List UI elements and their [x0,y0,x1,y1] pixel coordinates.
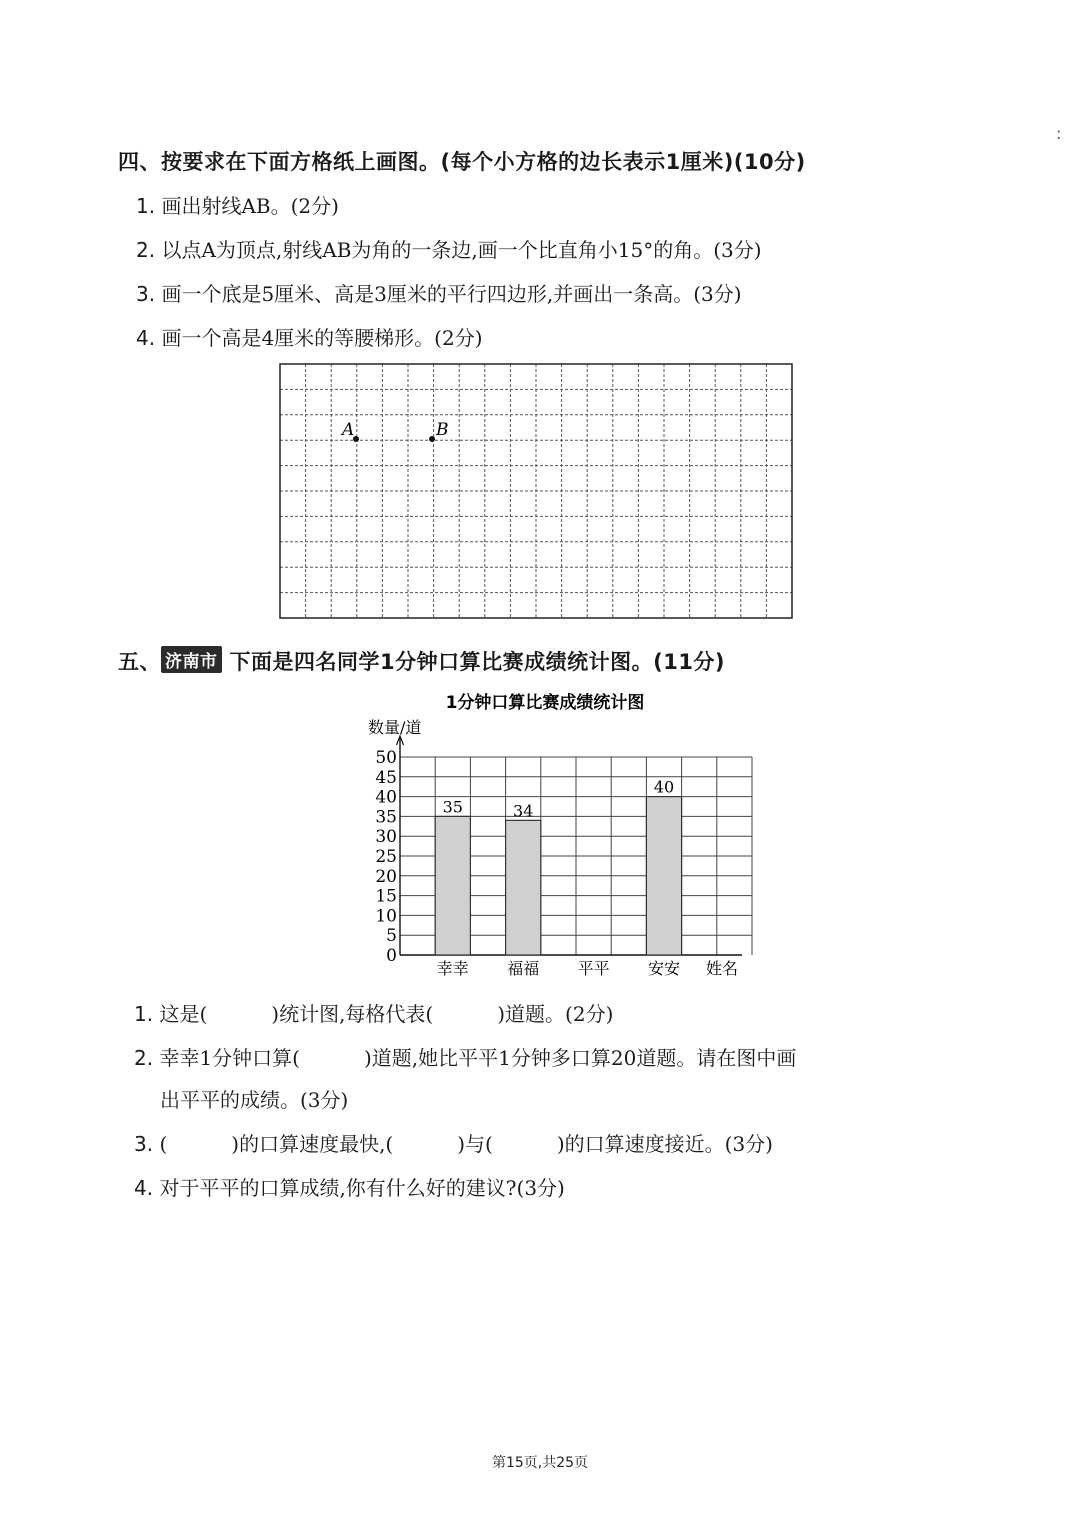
bar-chart [340,686,760,986]
point-a-label: A [342,420,355,440]
item-number: 1. [134,1002,154,1026]
section-5-heading-text: 下面是四名同学1分钟口算比赛成绩统计图。(11分) [229,650,726,674]
y-tick-label: 50 [375,748,397,768]
item-text-part: ( [159,1132,168,1156]
x-tick-label: 平平 [577,959,610,978]
y-tick-label: 45 [375,767,397,788]
item-number: 4. [136,326,156,350]
item-text: 以点A为顶点,射线AB为角的一条边,画一个比直角小15°的角。(3分) [161,238,762,262]
chart-title: 1分钟口算比赛成绩统计图 [445,693,645,713]
item-number: 3. [134,1132,154,1156]
item-text: 对于平平的口算成绩,你有什么好的建议?(3分) [159,1176,565,1200]
section-4-heading: 四、按要求在下面方格纸上画图。(每个小方格的边长表示1厘米)(10分) [118,150,806,174]
grid-lines [280,364,792,618]
section-5-item-2-line-2: 出平平的成绩。(3分) [160,1088,349,1112]
data-label: 34 [513,801,534,821]
item-number: 4. [134,1176,154,1200]
item-text-part: 幸幸1分钟口算( [159,1046,300,1070]
item-text: 画出射线AB。(2分) [161,194,339,218]
section-4-item-3 [136,278,742,307]
page-footer: 第15页,共25页 [491,1455,589,1471]
section-4-item-4 [136,322,483,351]
section-5-item-2 [134,1042,796,1071]
section-5-item-3 [134,1128,773,1157]
item-text-part: )的口算速度最快,( [231,1132,394,1156]
y-tick-label: 35 [375,807,397,828]
point-b [429,436,435,442]
section-4-item-2 [136,234,762,263]
y-axis-label: 数量/道 [368,718,422,737]
y-tick-label: 25 [375,847,397,867]
section-5-prefix: 五、 [118,650,161,674]
data-label: 40 [653,777,675,797]
item-number: 1. [136,194,156,218]
item-number: 2. [134,1046,154,1070]
section-5-heading [118,646,725,676]
item-text: 画一个底是5厘米、高是3厘米的平行四边形,并画出一条高。(3分) [161,282,742,306]
bar [646,797,681,955]
item-text-part: 这是( [159,1002,208,1026]
item-text-part: )统计图,每格代表( [271,1002,434,1026]
x-axis-label: 姓名 [706,959,739,978]
chart-bars [435,778,681,955]
y-tick-label: 15 [375,886,397,907]
region-badge: 济南市 [161,646,222,673]
data-label: 35 [442,797,463,817]
y-tick-label: 40 [375,787,397,808]
section-5-item-4 [134,1172,565,1201]
section-5-item-1 [134,998,613,1027]
item-text-part: )道题。(2分) [497,1002,614,1026]
grid-paper[interactable] [278,362,794,620]
x-tick-label: 福福 [507,959,540,978]
y-tick-label: 30 [375,827,397,848]
y-tick-label: 0 [386,946,397,966]
y-tick-label: 10 [375,906,397,927]
bar [435,816,470,955]
item-number: 3. [136,282,156,306]
bar [506,820,541,955]
chart-x-ticks [437,959,680,978]
item-number: 2. [136,238,156,262]
section-4-item-1 [136,190,339,219]
x-tick-label: 幸幸 [436,959,469,978]
item-text-part: )的口算速度接近。(3分) [556,1132,773,1156]
item-text-part: )与( [457,1132,493,1156]
y-tick-label: 5 [386,926,397,947]
y-tick-label: 20 [375,866,397,887]
margin-mark: : [1056,124,1062,143]
item-text: 画一个高是4厘米的等腰梯形。(2分) [161,326,483,350]
item-text-part: )道题,她比平平1分钟多口算20道题。请在图中画 [363,1046,797,1070]
x-tick-label: 安安 [647,959,681,978]
point-b-label: B [436,420,449,440]
chart-y-ticks [375,748,397,966]
